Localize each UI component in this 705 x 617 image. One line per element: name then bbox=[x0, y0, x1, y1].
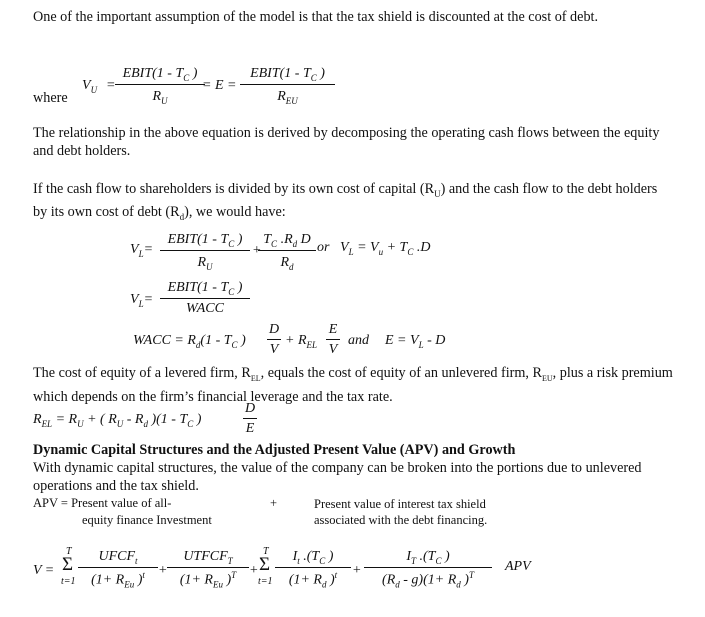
eq6-sum1-bot: t=1 bbox=[61, 576, 76, 587]
apv-right-2: associated with the debt financing. bbox=[314, 513, 488, 527]
eq6-sum2-bot: t=1 bbox=[258, 576, 273, 587]
cashflow-paragraph: If the cash flow to shareholders is divided by its own cost of capital $(R_U)$ and the cash flow to the debt holders by its own cost of debt $(R_d)$, we would have: bbox=[33, 181, 658, 222]
eq4-and: and bbox=[348, 333, 369, 348]
eq6-fraction-1: $UFCF_t$ ($1+ R_{Eu}$ )$^t$ bbox=[78, 549, 158, 589]
apv-plus: + bbox=[270, 496, 278, 510]
eq6-plus-3: + bbox=[352, 563, 362, 578]
eq3-lhs: $V_L=$ bbox=[130, 292, 154, 309]
eq3-fraction: EBIT(1 - $T_C$ ) WACC bbox=[160, 280, 250, 317]
intro-paragraph: One of the important assumption of the model is that the tax shield is discounted at the cost of debt. bbox=[33, 9, 599, 25]
eq6-sum2-top: T bbox=[263, 546, 269, 557]
eq6-fraction-2: $UTFCF_T$ ($1+ R_{Eu}$ )$^T$ bbox=[167, 549, 249, 589]
eq2-plus: + bbox=[252, 243, 262, 258]
eq5-fraction: D E bbox=[245, 401, 256, 436]
eq6-lhs: V = bbox=[33, 563, 55, 578]
eq6-sum2-sigma: Σ bbox=[259, 554, 271, 575]
eq6-sum1-top: T bbox=[66, 546, 72, 557]
eq2-lhs: $V_L=$ bbox=[130, 242, 154, 259]
decomposition-paragraph: The relationship in the above equation is derived by decomposing the operating cash flows between the equity and debt holders. bbox=[33, 125, 660, 159]
apv-right-1: Present value of interest tax shield bbox=[314, 497, 486, 511]
eq4-fraction-1: D V bbox=[269, 322, 280, 357]
eq2-or: or bbox=[317, 240, 330, 255]
eq2-fraction-1: EBIT(1 - $T_C$ ) $R_U$ bbox=[160, 232, 250, 272]
eq4-fraction-2: E V bbox=[326, 322, 340, 358]
eq1-lhs: $V_U$ bbox=[82, 78, 98, 95]
eq4-lhs: WACC = $R_d(1 - T_C$ ) bbox=[133, 333, 246, 350]
eq4-tail: $E = V_L - D$ bbox=[385, 333, 446, 350]
eq4-plus: + $R_{EL}$ bbox=[285, 333, 318, 350]
eq1-eq: = bbox=[106, 78, 116, 93]
eq6-sum1-sigma: Σ bbox=[62, 554, 74, 575]
eq6-apv-label: APV bbox=[505, 559, 531, 574]
eq6-fraction-4: $I_T$ $.(T_C$ ) $(R_d - g)(1+ R_d$ )$^T$ bbox=[364, 549, 492, 589]
dynamic-structure-paragraph: With dynamic capital structures, the value of the company can be broken into the portions due to unlevered operations and the tax shield. bbox=[33, 460, 642, 494]
levered-equity-paragraph: The cost of equity of a levered firm, $R_{EL}$, equals the cost of equity of an unlevered firm, $R_{EU}$, plus a risk premium which depends on the firm’s financial leverage and the tax rate. bbox=[33, 365, 673, 405]
eq6-plus-1: + bbox=[158, 563, 168, 578]
where-label: where bbox=[33, 90, 68, 106]
eq6-plus-2: + bbox=[249, 563, 259, 578]
eq2-fraction-2: $T_C$ $.R_d$ D $R_d$ bbox=[258, 232, 316, 272]
eq6-fraction-3: $I_t$ $.(T_C$ ) ($1+ R_d$ )$^t$ bbox=[275, 549, 351, 589]
apv-left-2: equity finance Investment bbox=[82, 513, 212, 527]
section-heading: Dynamic Capital Structures and the Adjusted Present Value (APV) and Growth bbox=[33, 442, 516, 458]
eq1-fraction-2: EBIT(1 - $T_C$ ) $R_{EU}$ bbox=[240, 66, 335, 106]
apv-left-1: APV = Present value of all- bbox=[33, 496, 172, 510]
eq5-body: $R_{EL} = R_U$ + ( $R_U - R_d$ )($1 - T_C$ ) bbox=[33, 412, 202, 429]
eq1-fraction-1: EBIT(1 - $T_C$ ) $R_U$ bbox=[115, 66, 205, 106]
eq1-mid: = E = bbox=[202, 78, 237, 93]
eq2-rhs: $V_L = V_u + T_C$ .D bbox=[340, 240, 431, 257]
